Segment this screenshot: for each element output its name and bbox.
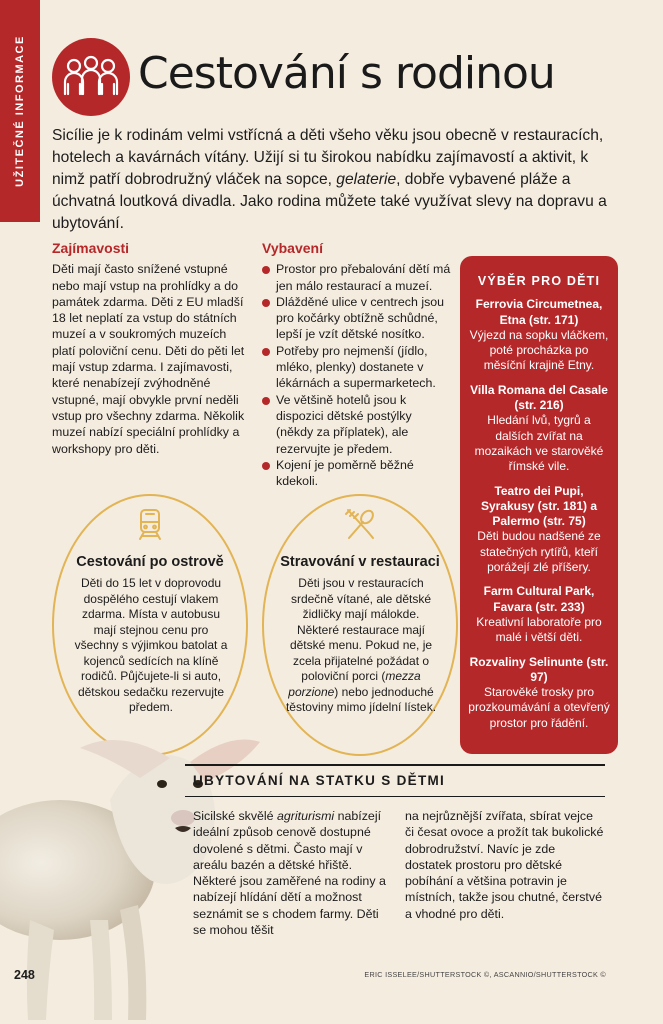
list-item: Kojení je poměrně běžné kdekoli.	[262, 457, 452, 490]
kids-pick-item	[468, 484, 610, 576]
intro-paragraph: Sicílie je k rodinám velmi vstřícná a děti všeho věku jsou obecně v restauracích, hotelech a kavárnách vítány. Užijí si tu širokou nabídku zajímavostí a aktivit, k nimž patří dobrodružný vláček na sopce, gelaterie, dobře vybavené pláže a úchvatná loutková divadla. Jako rodina můžete také využívat slevy na dopravu a ubytování.	[52, 127, 607, 232]
kids-pick-desc: Hledání lvů, tygrů a dalších zvířat na mozaikách ve starověké římské vile.	[474, 413, 604, 474]
island-travel-heading: Cestování po ostrově	[76, 554, 224, 570]
photo-credit: ERIC ISSELEE/SHUTTERSTOCK ©, ASCANNIO/SHUTTERSTOCK ©	[364, 970, 606, 979]
kids-pick-item	[468, 655, 610, 731]
dining-text: Děti jsou v restauracích srdečně vítané, ale dětské židličky mají málokde. Některé restaurace mají dětské menu. Pokud ne, je zcela přijatelné požádat o poloviční porci (mezza porzione) nebo jednoduché těstoviny mimo jídelní lístek.	[285, 576, 437, 714]
island-travel-text: Děti do 15 let v doprovodu dospělého cestují vlakem zdarma. Místa v autobusu mají stejnou cenu pro všechny s výjimkou batolat a kojenců sedících na klíně rodičů. Půjčujete-li si auto, dětskou sedačku rezervujte předem.	[74, 576, 228, 714]
farm-stay-divider-top	[185, 764, 605, 766]
kids-pick-item	[468, 297, 610, 373]
farm-stay-heading: UBYTOVÁNÍ NA STATKU S DĚTMI	[193, 773, 446, 788]
equipment-list	[262, 261, 452, 489]
kids-pick-name: Rozvaliny Selinunte (str. 97)	[469, 654, 609, 684]
kids-pick-desc: Starověké trosky pro prozkoumávání a otevřený prostor pro řádění.	[468, 685, 610, 730]
kids-pick-name: Ferrovia Circumetnea, Etna (str. 171)	[475, 297, 603, 327]
kids-pick-name: Villa Romana del Casale (str. 216)	[470, 382, 608, 413]
family-icon	[52, 38, 130, 116]
farm-stay-divider-bottom	[185, 796, 605, 797]
kids-pick-desc: Děti budou nadšené ze statečných rytířů, kteří porážejí zlé příšery.	[477, 529, 601, 575]
dining-heading: Stravování v restauraci	[280, 554, 440, 570]
equipment-heading: Vybavení	[262, 240, 323, 256]
train-icon	[130, 504, 170, 544]
list-item: Ve většině hotelů jsou k dispozici dětské postýlky (někdy za příplatek), ale rezervujte je předem.	[262, 392, 452, 457]
attractions-heading: Zajímavosti	[52, 240, 130, 256]
attractions-text: Děti mají často snížené vstupné nebo mají vstup na prohlídky a do památek zdarma. Děti z EU mladší 18 let neplatí za vstup do státních muzeí a v soukromých muzeích platí poloviční cenu. Děti do pěti let mají vstup zdarma. I zajímavosti, které nenabízejí zvýhodněné vstupné, mají obvykle první neděli vstup pro všechny zdarma. Několik muzeí nabízí speciální prohlídky a workshopy pro děti.	[52, 262, 245, 456]
farm-stay-text-col2: na nejrůznější zvířata, sbírat vejce či česat ovoce a prožít tak bukolické dobrodružství. Navíc je zde dostatek prostoru pro dětské pobíhání a většina potravin je místních, takže jsou chutné, čerstvé a vhodné pro děti.	[405, 809, 604, 921]
cutlery-icon	[340, 504, 380, 544]
kids-picks-heading: VÝBĚR PRO DĚTI	[477, 274, 601, 288]
kids-pick-name: Farm Cultural Park, Favara (str. 233)	[483, 584, 595, 614]
farm-stay-text-col1: Sicilské skvělé agriturismi nabízejí ideální způsob cenově dostupné dovolené s dětmi. Často mají v areálu bazén a dětské hřiště. Některé jsou zaměřené na rodiny a nabízejí hlídání dětí a možnost seznámit se s chodem farmy. Děti se mohou těšit	[193, 809, 386, 938]
kids-pick-item	[468, 383, 610, 475]
dining-panel	[262, 494, 458, 756]
page-title: Cestování s rodinou	[138, 48, 555, 99]
kids-picks-box	[460, 256, 618, 754]
list-item: Dlážděné ulice v centrech jsou pro kočárky obtížně schůdné, lepší je vzít dětské nosítko.	[262, 294, 452, 343]
attractions-section	[52, 240, 247, 457]
side-tab	[0, 0, 40, 222]
kids-pick-item	[468, 584, 610, 645]
list-item: Potřeby pro nejmenší (jídlo, mléko, plenky) dostanete v lékárnách a supermarketech.	[262, 343, 452, 392]
kids-pick-desc: Kreativní laboratoře pro malé i větší děti.	[476, 614, 602, 645]
equipment-section	[262, 240, 452, 489]
side-tab-label: UŽITEČNÉ INFORMACE	[14, 35, 26, 187]
list-item: Prostor pro přebalování dětí má jen málo restaurací a muzeí.	[262, 261, 452, 294]
kids-pick-name: Teatro dei Pupi, Syrakusy (str. 181) a Palermo (str. 75)	[480, 483, 598, 529]
page-number: 248	[14, 968, 35, 982]
kids-pick-desc: Výjezd na sopku vláčkem, poté procházka po měsíční krajině Etny.	[469, 327, 609, 373]
